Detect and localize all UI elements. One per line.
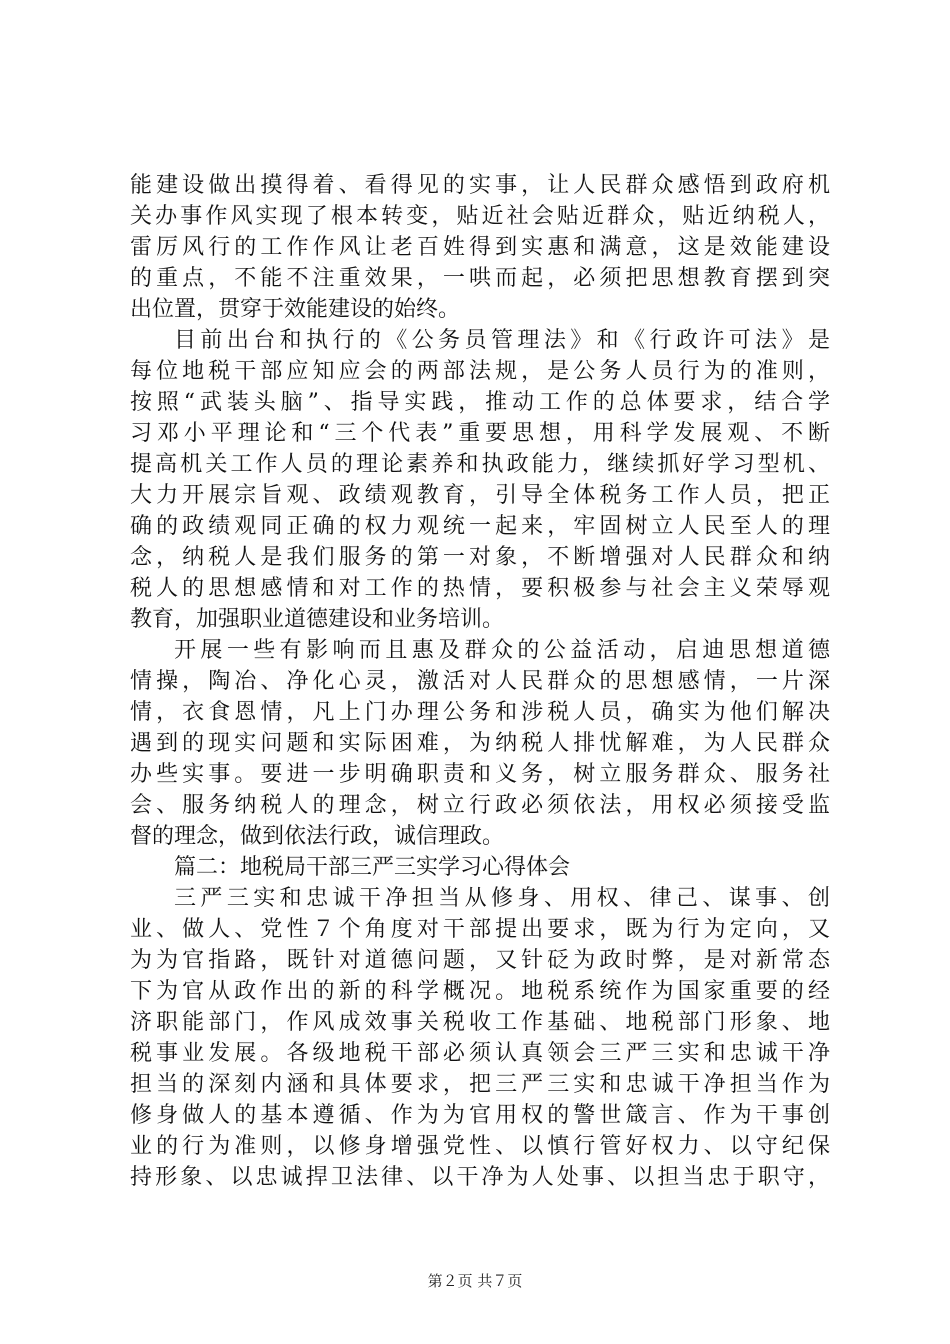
text-line: 为为官指路，既针对道德问题，又针砭为政时弊，是对新常态 [130, 948, 830, 973]
text-line: 的重点，不能不注重效果，一哄而起，必须把思想教育摆到突 [130, 266, 830, 291]
text-line: 能建设做出摸得着、看得见的实事，让人民群众感悟到政府机 [130, 173, 830, 198]
text-line: 办些实事。要进一步明确职责和义务，树立服务群众、服务社 [130, 762, 830, 787]
text-line: 业、做人、党性７个角度对干部提出要求，既为行为定向，又 [130, 917, 830, 942]
text-line: 遇到的现实问题和实际困难，为纳税人排忧解难，为人民群众 [130, 731, 830, 756]
page-footer: 第２页 共７页 [427, 1272, 523, 1290]
text-line: 教育，加强职业道德建设和业务培训。 [130, 607, 505, 632]
text-line: 业的行为准则，以修身增强党性、以慎行管好权力、以守纪保 [130, 1134, 830, 1159]
text-line: 目前出台和执行的《公务员管理法》和《行政许可法》是 [174, 328, 830, 353]
text-line: 担当的深刻内涵和具体要求，把三严三实和忠诚干净担当作为 [130, 1072, 830, 1097]
text-line: 修身做人的基本遵循、作为为官用权的警世箴言、作为干事创 [130, 1103, 830, 1128]
text-line: 雷厉风行的工作作风让老百姓得到实惠和满意，这是效能建设 [130, 235, 830, 260]
text-line: 按照“武装头脑”、指导实践，推动工作的总体要求，结合学 [130, 390, 830, 415]
text-line: 三严三实和忠诚干净担当从修身、用权、律己、谋事、创 [174, 886, 830, 911]
text-line: 提高机关工作人员的理论素养和执政能力，继续抓好学习型机、 [130, 452, 830, 477]
text-line: 开展一些有影响而且惠及群众的公益活动，启迪思想道德 [174, 638, 830, 663]
text-line: 念，纳税人是我们服务的第一对象，不断增强对人民群众和纳 [130, 545, 830, 570]
text-line: 确的政绩观同正确的权力观统一起来，牢固树立人民至人的理 [130, 514, 830, 539]
text-line: 督的理念，做到依法行政，诚信理政。 [130, 824, 505, 849]
text-line: 济职能部门，作风成效事关税收工作基础、地税部门形象、地 [130, 1010, 830, 1035]
text-line: 税事业发展。各级地税干部必须认真领会三严三实和忠诚干净 [130, 1041, 830, 1066]
text-line: 情，衣食恩情，凡上门办理公务和涉税人员，确实为他们解决 [130, 700, 830, 725]
text-line: 每位地税干部应知应会的两部法规，是公务人员行为的准则， [130, 359, 830, 384]
text-line: 会、服务纳税人的理念，树立行政必须依法，用权必须接受监 [130, 793, 830, 818]
text-line: 持形象、以忠诚捍卫法律、以干净为人处事、以担当忠于职守， [130, 1165, 830, 1190]
text-line: 关办事作风实现了根本转变，贴近社会贴近群众，贴近纳税人， [130, 204, 830, 229]
document-body [130, 170, 830, 1193]
text-line: 出位置，贯穿于效能建设的始终。 [130, 297, 461, 322]
text-line: 税人的思想感情和对工作的热情，要积极参与社会主义荣辱观 [130, 576, 830, 601]
text-line: 情操，陶冶、净化心灵，激活对人民群众的思想感情，一片深 [130, 669, 830, 694]
text-line: 习邓小平理论和“三个代表”重要思想，用科学发展观、不断 [130, 421, 830, 446]
text-line: 大力开展宗旨观、政绩观教育，引导全体税务工作人员，把正 [130, 483, 830, 508]
text-line: 下为官从政作出的新的科学概况。地税系统作为国家重要的经 [130, 979, 830, 1004]
text-line: 篇二：地税局干部三严三实学习心得体会 [174, 855, 571, 880]
